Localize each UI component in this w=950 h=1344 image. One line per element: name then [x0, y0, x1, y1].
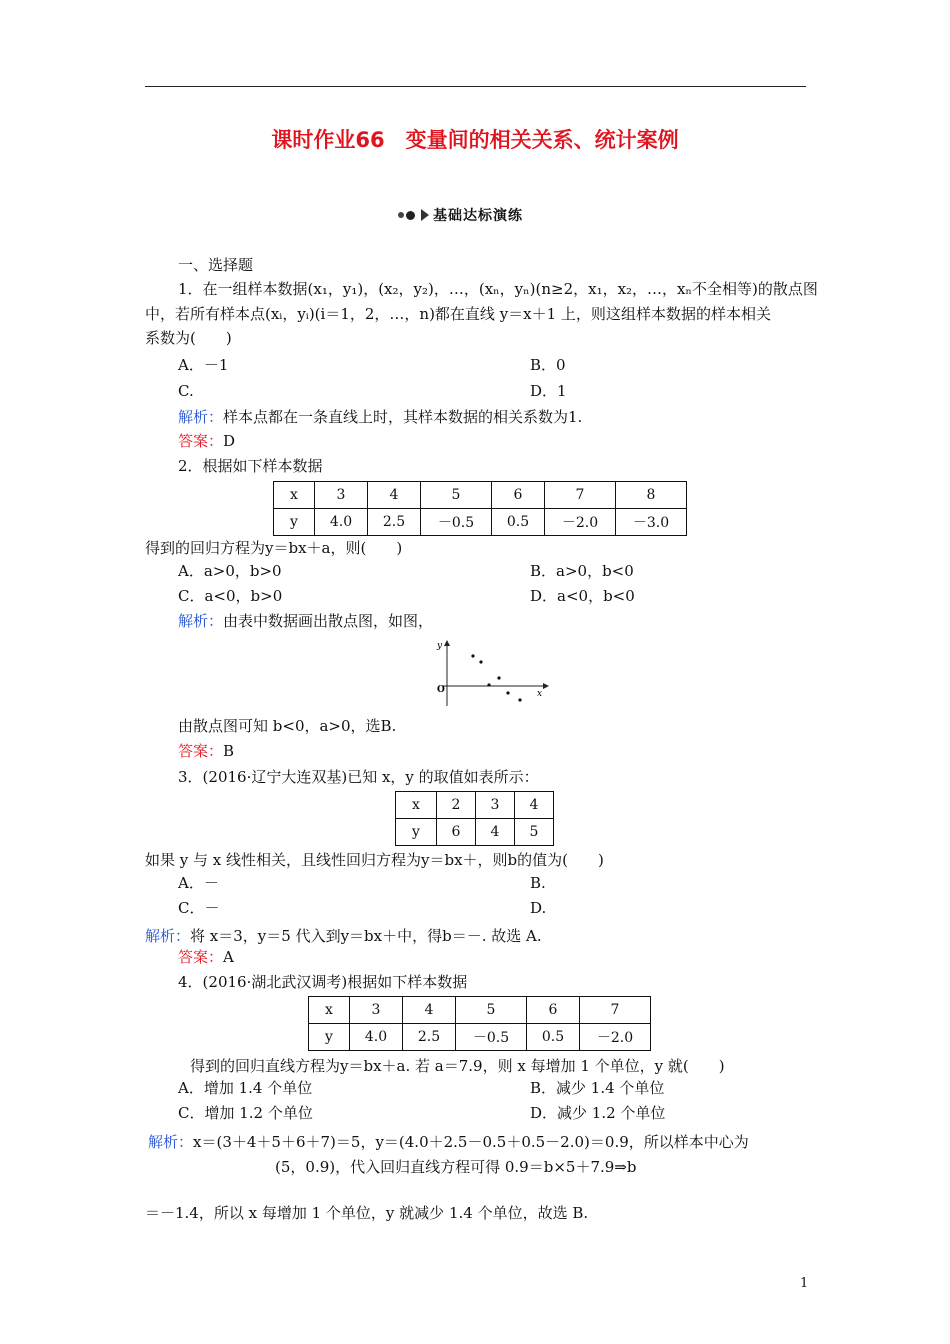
badge-arrow-icon	[421, 209, 429, 221]
table-cell: x	[274, 482, 315, 509]
q1-line3: 系数为( )	[145, 329, 232, 347]
table-cell: 6	[492, 482, 545, 509]
table-cell: 0.5	[527, 1024, 580, 1051]
table-row	[274, 509, 687, 536]
q3-stem: 3．(2016·辽宁大连双基)已知 x，y 的取值如表所示：	[178, 768, 539, 786]
scatter-point	[506, 691, 509, 694]
scatter-plot	[425, 638, 550, 708]
q1-option-c: C.	[178, 382, 194, 400]
q4-stem: 4．(2016·湖北武汉调考)根据如下样本数据	[178, 973, 468, 991]
table-cell: －2.0	[545, 509, 616, 536]
table-cell: y	[274, 509, 315, 536]
q3-answer-value: A	[223, 948, 234, 966]
q3-option-d: D.	[530, 899, 547, 917]
q3-option-c: C．－	[178, 899, 220, 917]
table-cell: y	[309, 1024, 350, 1051]
q1-line1: 1．在一组样本数据(x₁，y₁)，(x₂，y₂)，…，(xₙ，yₙ)(n≥2，x₁，x₂，…，xₙ不全相等)的散点图	[178, 280, 818, 298]
q4-solution-line1	[148, 1132, 749, 1152]
table-cell: －0.5	[456, 1024, 527, 1051]
scatter-points	[471, 654, 521, 701]
q2-answer-value: B	[223, 742, 235, 760]
table-cell: 0.5	[492, 509, 545, 536]
q3-solution	[145, 926, 542, 946]
table-row	[274, 482, 687, 509]
q3-solution-text: 将 x＝3，y＝5 代入到y＝bx＋中，得b＝－. 故选 A.	[190, 927, 542, 945]
scatter-point	[497, 676, 500, 679]
q3-option-b: B.	[530, 874, 546, 892]
table-cell: 4.0	[315, 509, 368, 536]
table-cell: 6	[437, 819, 476, 846]
table-cell: 6	[527, 997, 580, 1024]
scatter-point	[487, 683, 490, 686]
page-number: 1	[800, 1276, 809, 1291]
q3-solution-label: 解析：	[145, 927, 191, 945]
section-heading: 一、选择题	[178, 256, 254, 274]
section-badge	[398, 205, 523, 225]
table-cell: －0.5	[421, 509, 492, 536]
table-row	[396, 792, 554, 819]
q4-solution-line3: ＝－1.4，所以 x 每增加 1 个单位，y 就减少 1.4 个单位，故选 B.	[145, 1204, 589, 1222]
table-cell: 3	[476, 792, 515, 819]
table-cell: 4	[515, 792, 554, 819]
table-cell: x	[309, 997, 350, 1024]
q4-solution-label: 解析：	[148, 1133, 194, 1151]
q4-option-c: C．增加 1.2 个单位	[178, 1104, 313, 1122]
table-cell: －2.0	[580, 1024, 651, 1051]
table-cell: x	[396, 792, 437, 819]
q2-solution	[178, 611, 433, 631]
q1-option-a: A．－1	[178, 356, 229, 374]
q1-solution	[178, 407, 582, 427]
table-cell: 5	[456, 997, 527, 1024]
table-cell: 5	[421, 482, 492, 509]
q1-solution-label: 解析：	[178, 408, 224, 426]
q4-solution-line2: (5，0.9)，代入回归直线方程可得 0.9＝b×5＋7.9⇒b	[275, 1158, 637, 1176]
q2-answer	[178, 741, 234, 761]
scatter-point	[518, 698, 521, 701]
q2-option-a: A．a>0，b>0	[178, 562, 282, 580]
table-row	[396, 819, 554, 846]
table-cell: 4	[476, 819, 515, 846]
q1-answer	[178, 431, 235, 451]
q2-conclusion: 由散点图可知 b<0，a>0，选B.	[178, 717, 397, 735]
q4-option-a: A．增加 1.4 个单位	[178, 1079, 313, 1097]
q3-after: 如果 y 与 x 线性相关，且线性回归方程为y＝bx＋，则b的值为( )	[145, 851, 604, 869]
table-cell: 2	[437, 792, 476, 819]
scatter-point	[471, 654, 474, 657]
q1-answer-value: D	[223, 432, 236, 450]
y-axis-arrow-icon	[444, 640, 450, 646]
table-cell: 4	[368, 482, 421, 509]
q2-solution-label: 解析：	[178, 612, 224, 630]
y-axis-label: y	[437, 641, 443, 651]
table-cell: 7	[545, 482, 616, 509]
q2-after: 得到的回归方程为y＝bx＋a，则( )	[145, 539, 403, 557]
q3-option-a: A．－	[178, 874, 219, 892]
q2-answer-label: 答案：	[178, 742, 224, 760]
q3-answer-label: 答案：	[178, 948, 224, 966]
q2-option-d: D．a<0，b<0	[530, 587, 635, 605]
q1-option-b: B．0	[530, 356, 566, 374]
table-row	[309, 1024, 651, 1051]
table-cell: 5	[515, 819, 554, 846]
scatter-point	[479, 660, 482, 663]
table-cell: 4	[403, 997, 456, 1024]
q2-option-b: B．a>0，b<0	[530, 562, 634, 580]
table-row	[309, 997, 651, 1024]
table-cell: 3	[350, 997, 403, 1024]
table-cell: 2.5	[368, 509, 421, 536]
table-cell: 4.0	[350, 1024, 403, 1051]
table-cell: y	[396, 819, 437, 846]
q4-after: 得到的回归直线方程为y＝bx＋a. 若 a＝7.9，则 x 每增加 1 个单位，y 就( )	[190, 1057, 725, 1075]
q1-option-d: D．1	[530, 382, 567, 400]
origin-label: O	[437, 685, 445, 695]
q4-solution-text1: x＝(3＋4＋5＋6＋7)＝5，y＝(4.0＋2.5－0.5＋0.5－2.0)＝0.9，所以样本中心为	[193, 1133, 749, 1151]
table-cell: 2.5	[403, 1024, 456, 1051]
header-rule	[145, 86, 806, 87]
q4-option-b: B．减少 1.4 个单位	[530, 1079, 665, 1097]
q2-stem: 2．根据如下样本数据	[178, 457, 323, 475]
q4-data-table	[308, 996, 651, 1051]
q1-line2: 中，若所有样本点(xᵢ，yᵢ)(i＝1，2，…，n)都在直线 y＝x＋1 上，则这组样本数据的样本相关	[145, 305, 771, 323]
q2-option-c: C．a<0，b>0	[178, 587, 283, 605]
q1-answer-label: 答案：	[178, 432, 224, 450]
q3-answer	[178, 947, 234, 967]
x-axis-label: x	[537, 689, 543, 699]
table-cell: 8	[616, 482, 687, 509]
table-cell: 3	[315, 482, 368, 509]
x-axis-arrow-icon	[543, 683, 549, 689]
table-cell: －3.0	[616, 509, 687, 536]
badge-dots-icon	[398, 211, 417, 220]
table-cell: 7	[580, 997, 651, 1024]
badge-label: 基础达标演练	[433, 208, 523, 224]
q2-solution-text: 由表中数据画出散点图，如图，	[223, 612, 434, 630]
q3-data-table	[395, 791, 554, 846]
q4-option-d: D．减少 1.2 个单位	[530, 1104, 666, 1122]
page-title: 课时作业66 变量间的相关关系、统计案例	[271, 128, 679, 152]
q2-data-table	[273, 481, 687, 536]
q1-solution-text: 样本点都在一条直线上时，其样本数据的相关系数为1.	[223, 408, 583, 426]
